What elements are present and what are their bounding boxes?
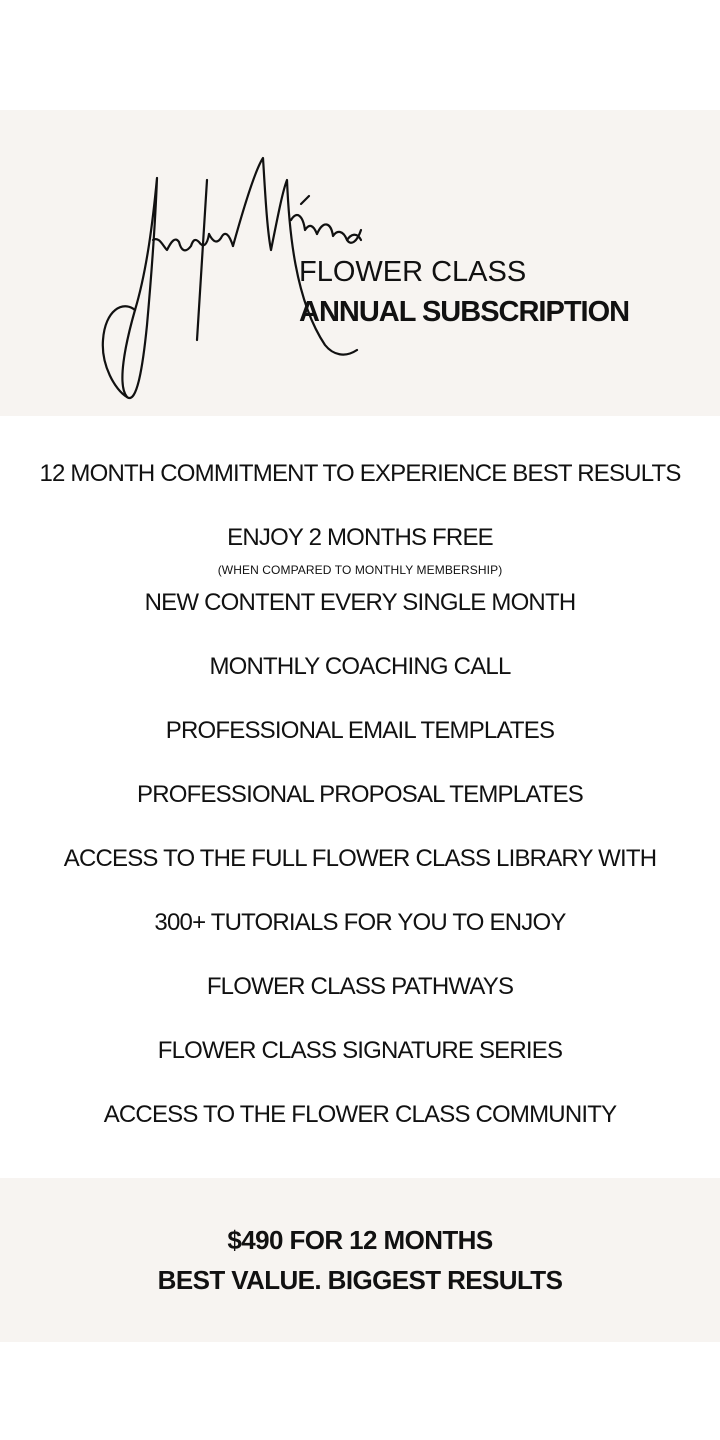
feature-item: ENJOY 2 MONTHS FREE (227, 524, 493, 551)
pricing-banner (0, 1178, 720, 1342)
feature-item: FLOWER CLASS SIGNATURE SERIES (157, 1037, 563, 1064)
subscription-title: ANNUAL SUBSCRIPTION (299, 296, 630, 328)
feature-item: 12 MONTH COMMITMENT TO EXPERIENCE BEST RESULTS (39, 460, 681, 487)
value-tagline: BEST VALUE. BIGGEST RESULTS (157, 1265, 563, 1295)
feature-item: MONTHLY COACHING CALL (209, 653, 511, 680)
feature-footnote: (WHEN COMPARED TO MONTHLY MEMBERSHIP) (217, 563, 503, 577)
feature-item: 300+ TUTORIALS FOR YOU TO ENJOY (154, 909, 566, 936)
feature-item: PROFESSIONAL PROPOSAL TEMPLATES (136, 781, 583, 808)
feature-item: FLOWER CLASS PATHWAYS (206, 973, 514, 1000)
brand-title: FLOWER CLASS (299, 256, 527, 288)
feature-item: ACCESS TO THE FULL FLOWER CLASS LIBRARY WITH (63, 845, 657, 872)
feature-item: PROFESSIONAL EMAIL TEMPLATES (165, 717, 555, 744)
feature-item: ACCESS TO THE FLOWER CLASS COMMUNITY (103, 1101, 617, 1128)
price-text: $490 FOR 12 MONTHS (227, 1225, 493, 1255)
feature-item: NEW CONTENT EVERY SINGLE MONTH (144, 589, 576, 616)
